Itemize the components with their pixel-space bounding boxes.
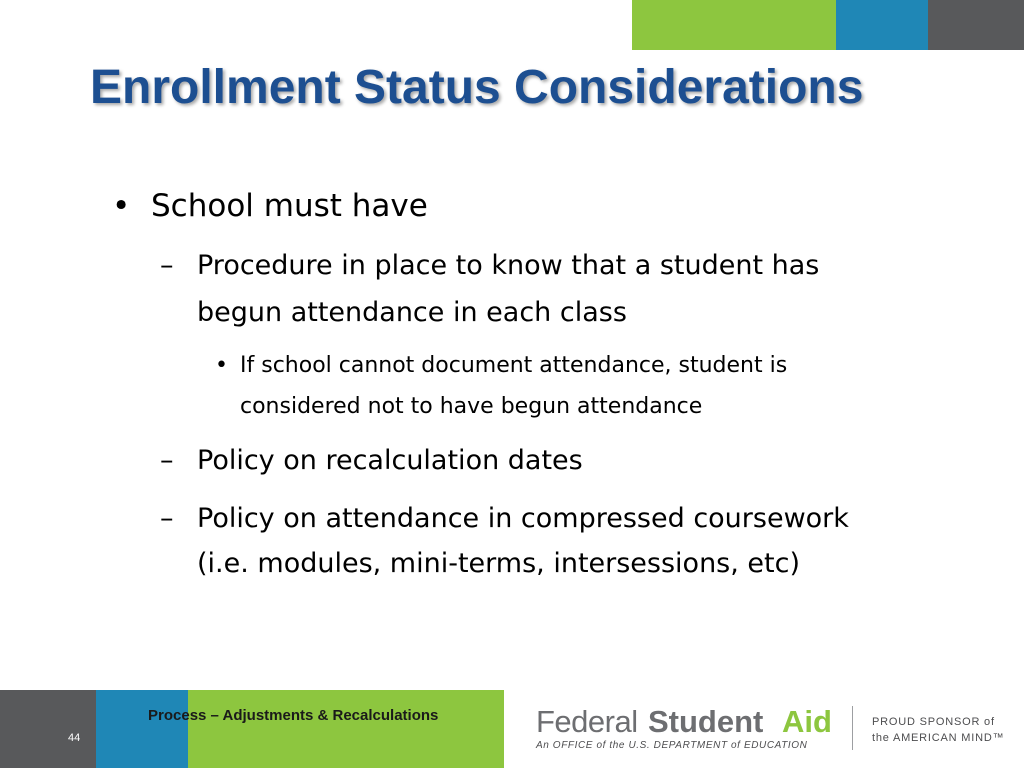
bullet-text-5: Policy on attendance in compressed coursework: [197, 503, 849, 534]
page-number: 44: [68, 732, 81, 744]
federal-student-aid-logo: [536, 704, 1016, 754]
bullet-text-2-cont: begun attendance in each class: [197, 297, 627, 328]
bullet-text-1: School must have: [151, 188, 428, 224]
bullet-text-2: Procedure in place to know that a student has: [197, 250, 820, 281]
bullet-marker-5: –: [160, 503, 174, 534]
logo-aid: Aid: [782, 704, 832, 739]
logo-student: Student: [648, 704, 764, 739]
slide-footer: [0, 690, 1024, 768]
sponsor-line-1: PROUD SPONSOR of: [872, 716, 995, 728]
logo-tagline: An OFFICE of the U.S. DEPARTMENT of EDUCATION: [536, 740, 808, 751]
footer-accent-blue: [96, 690, 188, 768]
footer-caption: Process – Adjustments & Recalculations: [148, 707, 439, 724]
logo-federal: Federal: [536, 704, 638, 739]
footer-accent-gray: [0, 690, 96, 768]
slide-title: Enrollment Status Considerations: [90, 61, 864, 114]
sponsor-line-2: the AMERICAN MIND™: [872, 732, 1005, 744]
bullet-marker-4: –: [160, 445, 174, 476]
footer-accent-green: [188, 690, 504, 768]
bullet-marker-2: –: [160, 250, 174, 281]
bullet-text-3-cont: considered not to have begun attendance: [240, 394, 703, 419]
bullet-text-5-cont: (i.e. modules, mini-terms, intersessions, etc): [197, 548, 800, 579]
bullet-text-3: If school cannot document attendance, student is: [240, 353, 788, 378]
logo-divider: [852, 706, 853, 750]
bullet-marker-3: •: [215, 353, 228, 378]
bullet-text-4: Policy on recalculation dates: [197, 445, 583, 476]
bullet-marker-1: •: [112, 188, 131, 224]
